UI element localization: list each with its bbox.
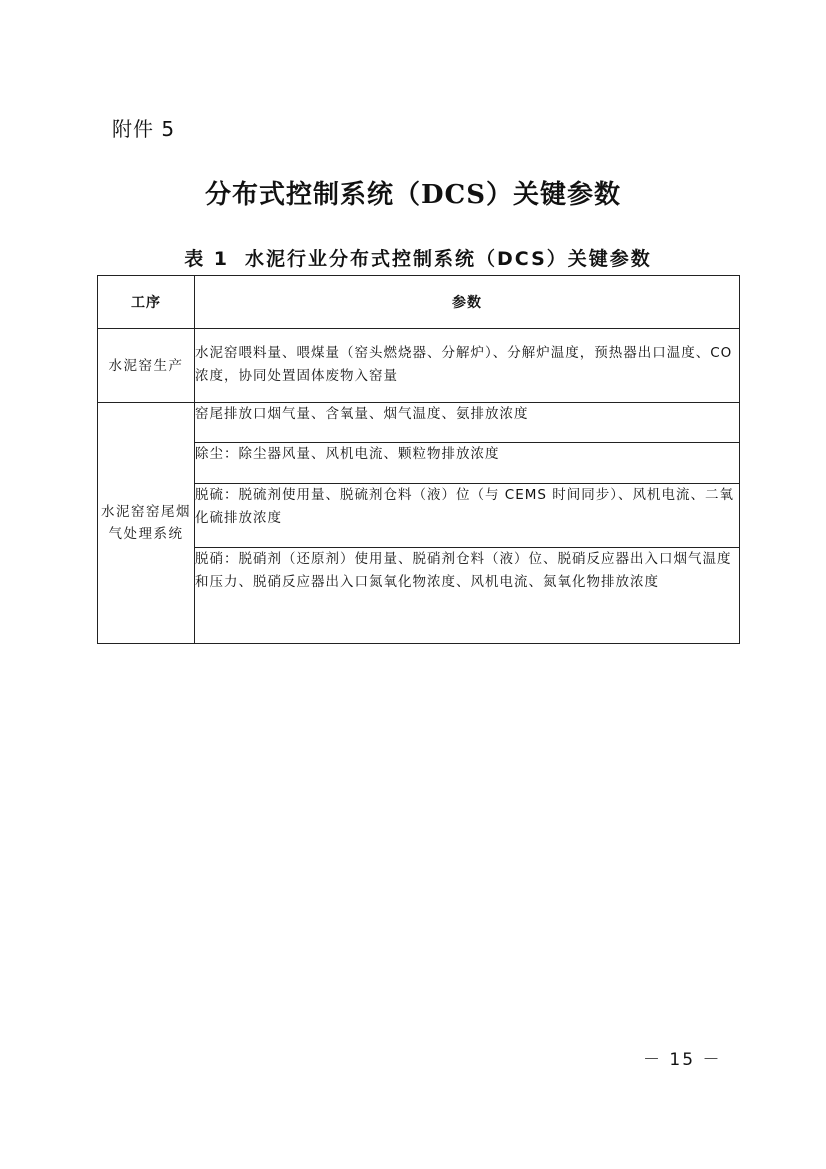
parameters-table: [97, 275, 740, 644]
table-caption: [0, 244, 826, 271]
table-row: [98, 548, 740, 644]
param-cell: 脱硫：脱硫剂使用量、脱硫剂仓料（液）位（与 CEMS 时间同步）、风机电流、二氧化硫排放浓度: [195, 484, 740, 548]
param-cell: 除尘：除尘器风量、风机电流、颗粒物排放浓度: [195, 443, 740, 484]
table-caption-number: 表 1: [184, 248, 230, 270]
header-process: 工序: [98, 276, 195, 329]
param-cell: 脱硝：脱硝剂（还原剂）使用量、脱硝剂仓料（液）位、脱硝反应器出入口烟气温度和压力、脱硝反应器出入口氮氧化物浓度、风机电流、氮氧化物排放浓度: [195, 548, 740, 644]
header-params: 参数: [195, 276, 740, 329]
table-row: [98, 484, 740, 548]
param-cell: 窑尾排放口烟气量、含氧量、烟气温度、氨排放浓度: [195, 403, 740, 443]
table-row: [98, 329, 740, 403]
param-cell: 水泥窑喂料量、喂煤量（窑头燃烧器、分解炉）、分解炉温度，预热器出口温度、CO 浓度，协同处置固体废物入窑量: [195, 329, 740, 403]
table-header-row: [98, 276, 740, 329]
table-row: [98, 443, 740, 484]
page-number: － 15 －: [643, 1050, 722, 1070]
process-cell: 水泥窑窑尾烟气处理系统: [98, 403, 195, 644]
document-title: 分布式控制系统（DCS）关键参数: [204, 180, 622, 210]
attachment-label: 附件 5: [112, 117, 176, 141]
table-row: [98, 403, 740, 443]
table-caption-title: 水泥行业分布式控制系统（DCS）关键参数: [245, 248, 652, 270]
process-cell: 水泥窑生产: [98, 329, 195, 403]
